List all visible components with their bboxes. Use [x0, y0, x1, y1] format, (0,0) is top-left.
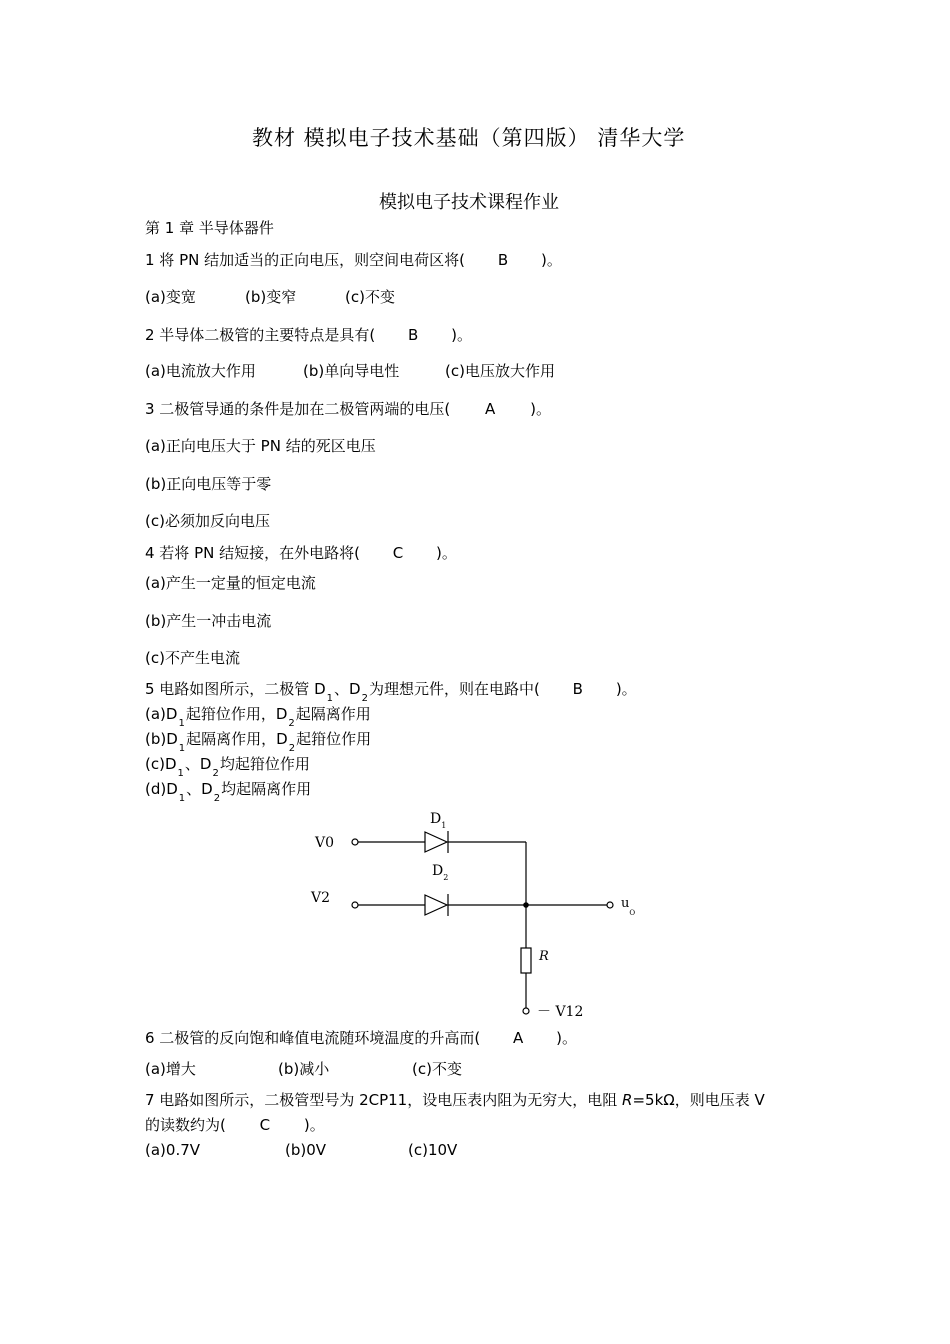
question-3-option-a: (a)正向电压大于 PN 结的死区电压 [145, 437, 376, 455]
question-1-answer: B [497, 251, 509, 269]
question-5-stem: 5 电路如图所示，二极管 $D_1$、$D_2$为理想元件，则在电路中( B )。 [145, 680, 637, 704]
question-2-option-c: (c)电压放大作用 [445, 362, 555, 380]
resistor-icon [521, 948, 531, 973]
question-6-option-b: (b)减小 [278, 1060, 330, 1078]
question-2-option-a: (a)电流放大作用 [145, 362, 256, 380]
question-4-answer: C [392, 544, 404, 562]
input-terminal-2 [352, 902, 358, 908]
question-6-option-c: (c)不变 [412, 1060, 462, 1078]
document-subtitle: 模拟电子技术课程作业 [379, 192, 559, 213]
supply-label: － V12 [537, 1004, 584, 1020]
question-3-stem: 3 二极管导通的条件是加在二极管两端的电压( A )。 [145, 400, 552, 418]
diode-d2-icon [425, 895, 447, 915]
d2-label: $D_2$ [432, 863, 449, 882]
question-3-answer: A [485, 400, 496, 418]
question-5-option-b: $(b)D_1$起隔离作用，$D_2$起箝位作用 [145, 730, 372, 754]
question-2-option-b: (b)单向导电性 [303, 362, 400, 380]
question-4-option-b: (b)产生一冲击电流 [145, 612, 272, 630]
question-7-stem-line-2: 的读数约为( C )。 [145, 1116, 325, 1134]
question-4-option-c: (c)不产生电流 [145, 649, 240, 667]
question-2-stem: 2 半导体二极管的主要特点是具有( B )。 [145, 326, 473, 344]
circuit-diagram [300, 805, 660, 1025]
question-6-stem: 6 二极管的反向饱和峰值电流随环境温度的升高而( A )。 [145, 1029, 578, 1047]
question-7-option-b: (b)0V [285, 1141, 327, 1159]
question-4-option-a: (a)产生一定量的恒定电流 [145, 574, 316, 592]
question-4-stem: 4 若将 PN 结短接，在外电路将( C )。 [145, 544, 457, 562]
question-6-answer: A [513, 1029, 524, 1047]
chapter-heading: 第 1 章 半导体器件 [145, 219, 274, 237]
question-3-option-b: (b)正向电压等于零 [145, 475, 272, 493]
question-1-option-c: (c)不变 [345, 288, 395, 306]
question-5-option-c: $(c)D_1$、$D_2$均起箝位作用 [145, 755, 310, 779]
question-7-option-a: (a)0.7V [145, 1141, 201, 1159]
input-terminal-1 [352, 839, 358, 845]
question-7-stem-line-1: 7 电路如图所示，二极管型号为 2CP11，设电压表内阻为无穷大，电阻 R=5kΩ，则电压表 V [145, 1091, 765, 1109]
d1-label: $D_1$ [430, 811, 447, 830]
question-5-option-a: $(a)D_1$起箝位作用，$D_2$起隔离作用 [145, 705, 371, 729]
supply-terminal [523, 1008, 529, 1014]
output-terminal [607, 902, 613, 908]
junction-dot [523, 902, 529, 908]
question-2-answer: B [408, 326, 419, 344]
question-1-option-a: (a)变宽 [145, 288, 196, 306]
resistor-label: R [539, 949, 549, 964]
question-1-stem: 1 将 PN 结加适当的正向电压，则空间电荷区将( B )。 [145, 251, 562, 269]
question-5-option-d: $(d)D_1$、$D_2$均起隔离作用 [145, 780, 312, 804]
question-7-option-c: (c)10V [408, 1141, 458, 1159]
question-1-option-b: (b)变窄 [245, 288, 297, 306]
question-7-answer: C [259, 1116, 271, 1134]
output-label: $u_O$ [621, 896, 636, 917]
document-title: 教材 模拟电子技术基础（第四版） 清华大学 [252, 126, 686, 150]
diode-d1-icon [425, 832, 447, 852]
question-5-answer: B [572, 680, 583, 698]
input-1-label: V0 [315, 835, 335, 851]
input-2-label: V2 [311, 890, 331, 906]
question-6-option-a: (a)增大 [145, 1060, 196, 1078]
question-3-option-c: (c)必须加反向电压 [145, 512, 270, 530]
